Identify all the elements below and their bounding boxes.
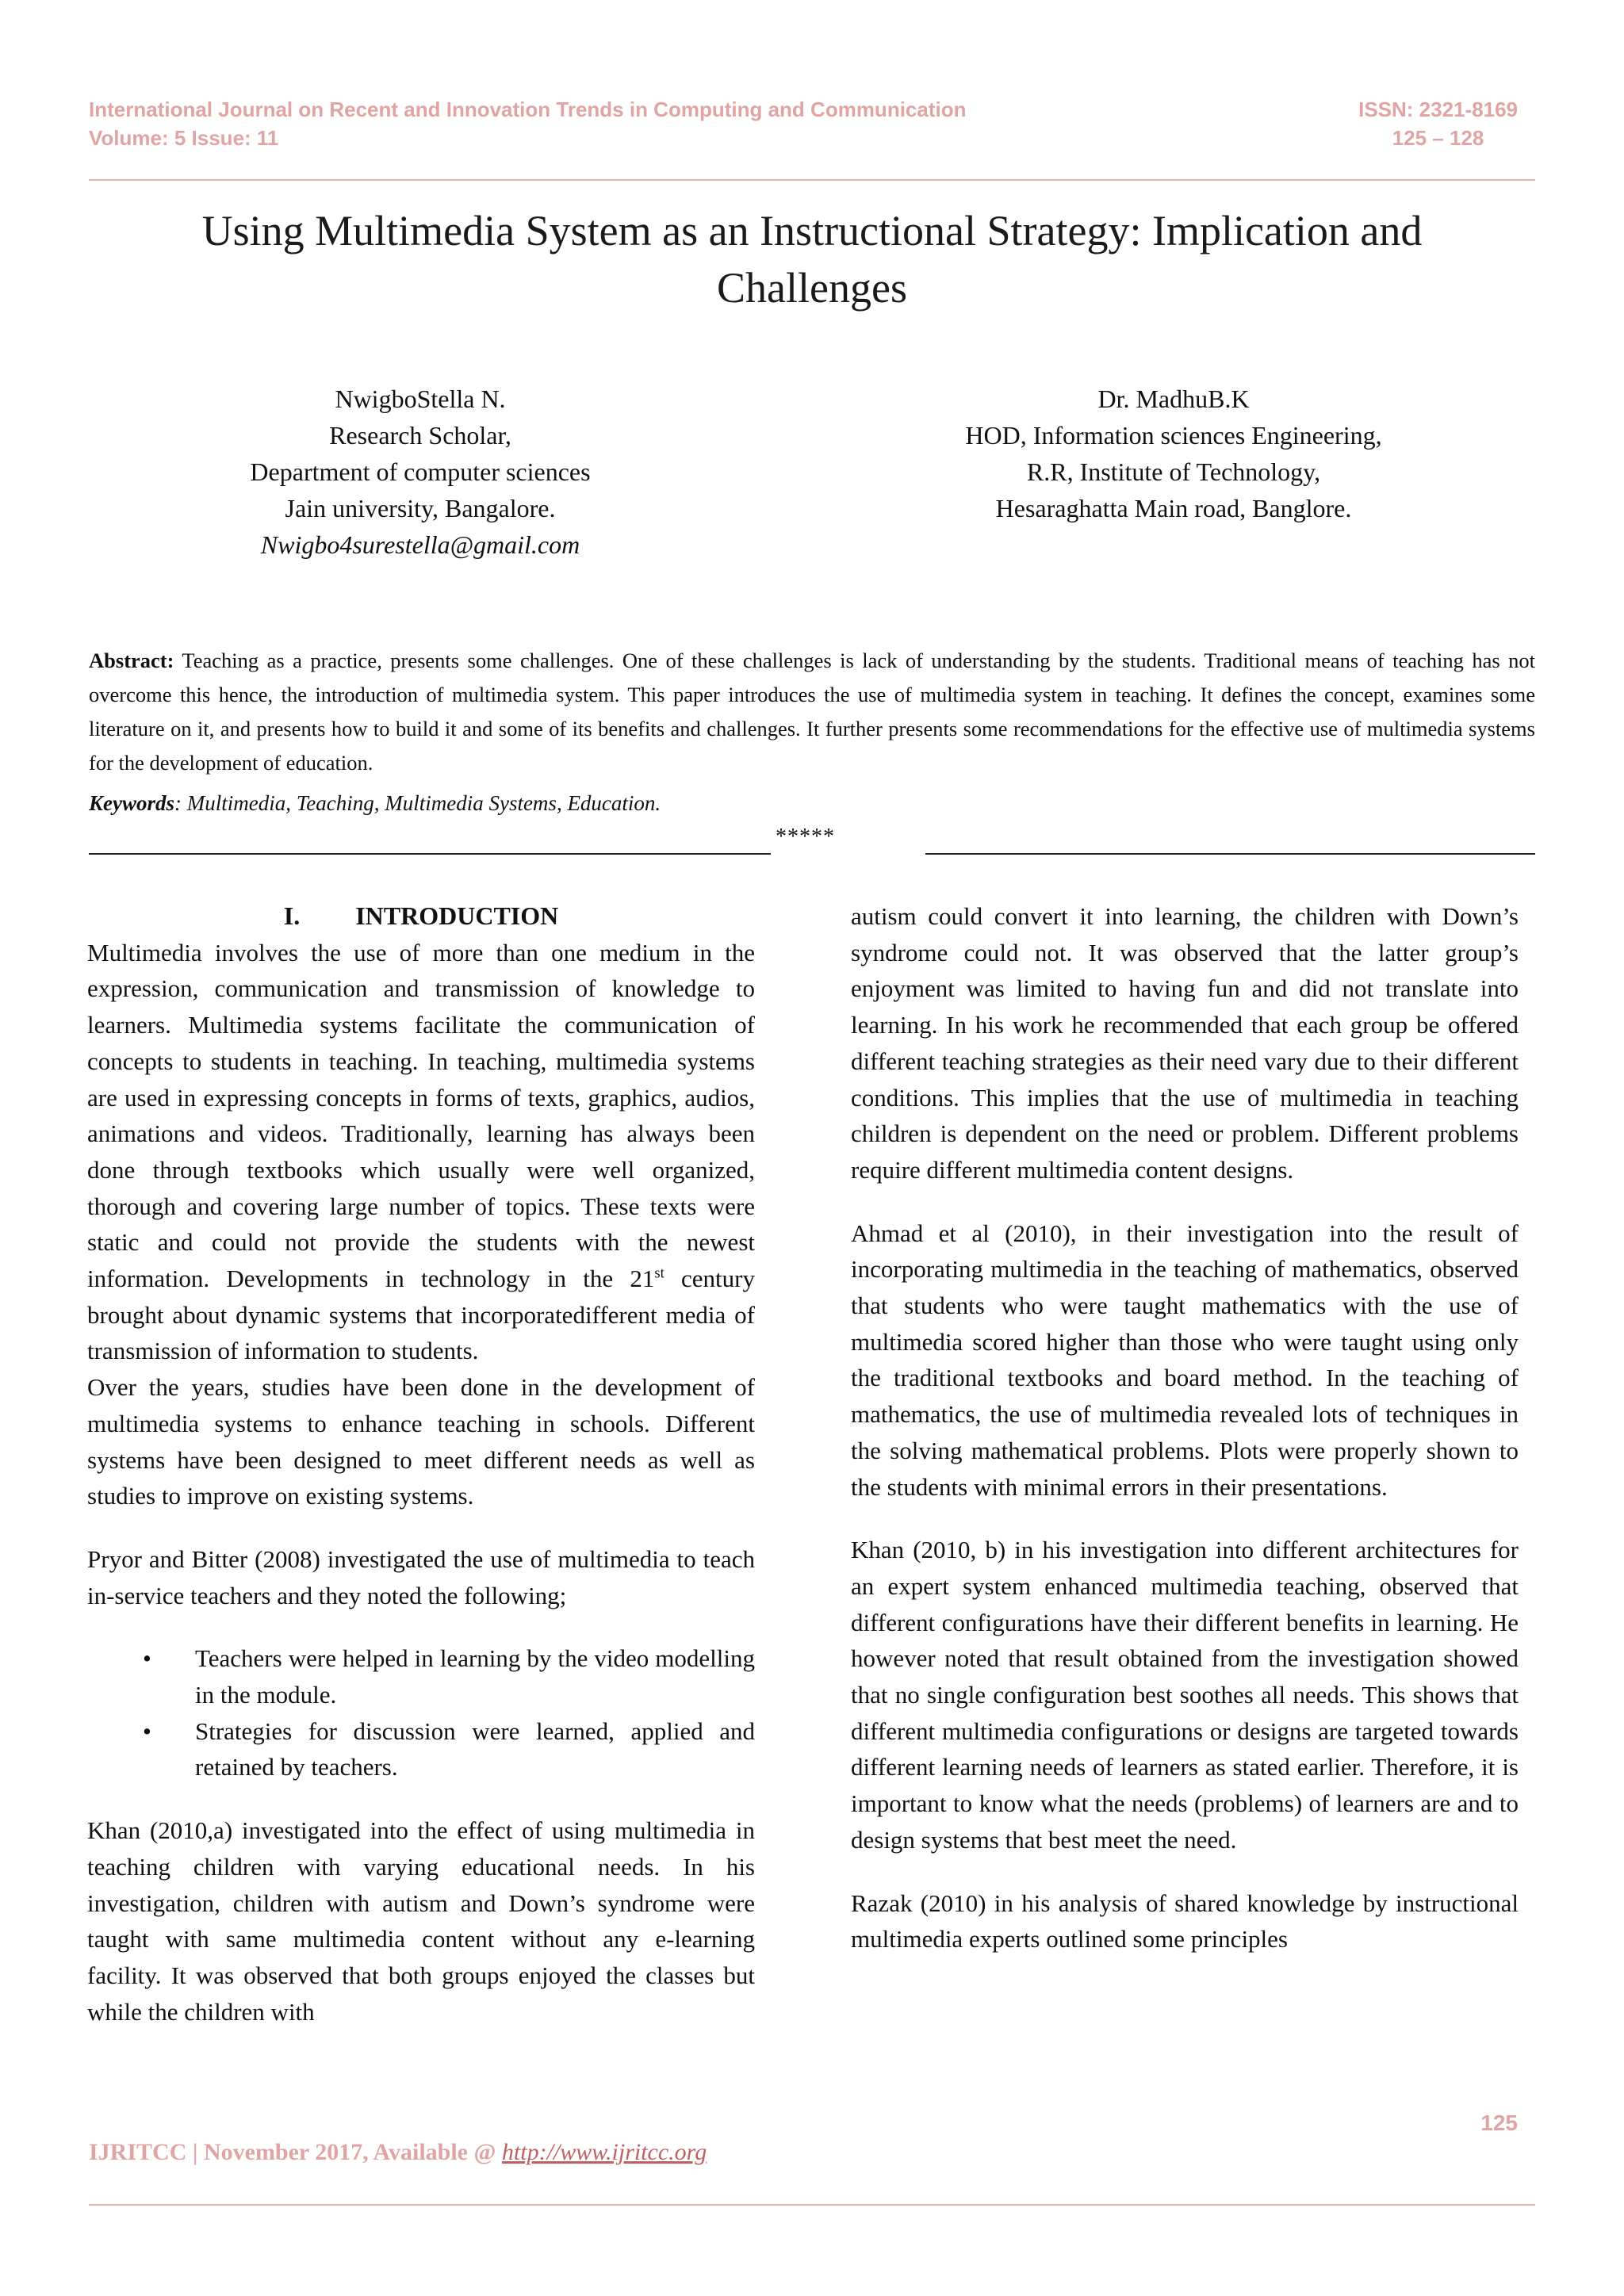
- list-item: • Teachers were helped in learning by the video modelling in the module.: [87, 1640, 755, 1712]
- footer-text: IJRITCC | November 2017, Available @: [89, 2139, 502, 2165]
- journal-issn: ISSN: 2321-8169: [1358, 98, 1518, 121]
- author-2-line: HOD, Information sciences Engineering,: [965, 421, 1382, 450]
- page-number: 125: [1480, 2110, 1518, 2135]
- paragraph: autism could convert it into learning, the children with Down’s syndrome could not. It was observed that the latter group’s enjoyment was limited to having fun and did not translate into learning. In his work he recommended that each group be offered different teaching strategies as their need vary due to their different conditions. This implies that the use of multimedia in teaching children is dependent on the need or problem. Different problems require different multimedia content designs.: [851, 902, 1519, 1184]
- keywords-text: : Multimedia, Teaching, Multimedia Systems, Education.: [174, 791, 661, 815]
- journal-issn-block: [1358, 95, 1518, 152]
- header-rule: [89, 179, 1535, 181]
- author-1: [119, 381, 722, 563]
- journal-name: International Journal on Recent and Innovation Trends in Computing and Communication Volume: 5 Issue: 11: [89, 95, 967, 152]
- author-1-email[interactable]: Nwigbo4surestella@gmail.com: [260, 530, 580, 559]
- journal-volume: Volume: 5 Issue: 11: [89, 126, 279, 150]
- keywords: [89, 791, 661, 816]
- abstract-text: Teaching as a practice, presents some challenges. One of these challenges is lack of understanding by the students. Traditional means of teaching has not overcome this hence, the introduction of multimedia system. This paper introduces the use of multimedia system in teaching. It defines the concept, examines some literature on it, and presents how to build it and some of its benefits and challenges. It further presents some recommendations for the effective use of multimedia systems for the development of education.: [89, 649, 1535, 775]
- section-title: INTRODUCTION: [355, 901, 559, 930]
- bullet-icon: •: [143, 1644, 151, 1673]
- section-heading: [87, 898, 755, 935]
- keywords-label: Keywords: [89, 791, 174, 815]
- abstract-label: Abstract:: [89, 649, 174, 672]
- footer: [89, 2139, 707, 2166]
- footer-link[interactable]: http://www.ijritcc.org: [501, 2139, 707, 2165]
- author-1-line: Department of computer sciences: [250, 457, 591, 486]
- superscript: st: [654, 1265, 665, 1282]
- paragraph: Khan (2010,a) investigated into the effect of using multimedia in teaching children with varying educational needs. In his investigation, children with autism and Down’s syndrome were taught with same multimedia content without any e-learning facility. It was observed that both groups enjoyed the classes but while the children with: [87, 1816, 755, 2026]
- paragraph: Razak (2010) in his analysis of shared knowledge by instructional multimedia experts outlined some principles: [851, 1888, 1519, 1954]
- author-1-line: Jain university, Bangalore.: [285, 494, 556, 522]
- section-separator: [89, 825, 1535, 856]
- right-column: [851, 898, 1519, 1957]
- paragraph: Pryor and Bitter (2008) investigated the use of multimedia to teach in-service teachers and they noted the following;: [87, 1544, 755, 1609]
- left-column: [87, 898, 755, 2030]
- paragraph: Khan (2010, b) in his investigation into different architectures for an expert system enhanced multimedia teaching, observed that different configurations have their different benefits in learning. He however noted that result obtained from the investigation showed that no single configuration best soothes all needs. This shows that different multimedia configurations or designs are targeted towards different learning needs of learners as stated earlier. Therefore, it is important to know what the needs (problems) of learners are and to design systems that best meet the need.: [851, 1536, 1519, 1854]
- author-2-line: R.R, Institute of Technology,: [1026, 457, 1321, 486]
- author-1-line: NwigboStella N.: [335, 385, 506, 413]
- bullet-list: [87, 1640, 755, 1785]
- journal-pages: 125 – 128: [1392, 126, 1484, 150]
- author-2: [872, 381, 1475, 526]
- author-1-line: Research Scholar,: [329, 421, 511, 450]
- paragraph: Over the years, studies have been done in the development of multimedia systems to enhance teaching in schools. Different systems have been designed to meet different needs as well as studies to improve on existing systems.: [87, 1373, 755, 1510]
- footer-rule: [89, 2204, 1535, 2206]
- author-2-line: Dr. MadhuB.K: [1097, 385, 1250, 413]
- abstract: [89, 644, 1535, 780]
- author-2-line: Hesaraghatta Main road, Banglore.: [995, 494, 1352, 522]
- paragraph: Multimedia involves the use of more than one medium in the expression, communication and transmission of knowledge to learners. Multimedia systems facilitate the communication of concepts to students in teaching. In teaching, multimedia systems are used in expressing concepts in forms of texts, graphics, audios, animations and videos. Traditionally, learning has always been done through textbooks which usually were well organized, thorough and covering large number of topics. These texts were static and could not provide the students with the newest information. Developments in technology in the 21st century brought about dynamic systems that incorporatedifferent media of transmission of information to students.: [87, 938, 755, 1365]
- list-item: • Strategies for discussion were learned, applied and retained by teachers.: [87, 1713, 755, 1785]
- paragraph: Ahmad et al (2010), in their investigation into the result of incorporating multimedia in the teaching of mathematics, observed that students who were taught mathematics with the use of multimedia scored higher than those who were taught using only the traditional textbooks and board method. In the teaching of mathematics, the use of multimedia revealed lots of techniques in the solving mathematical problems. Plots were properly shown to the students with minimal errors in their presentations.: [851, 1219, 1519, 1501]
- bullet-icon: •: [143, 1716, 151, 1745]
- separator-stars: *****: [776, 825, 835, 849]
- section-number: I.: [283, 901, 301, 930]
- paper-title: Using Multimedia System as an Instructional Strategy: Implication and Challenges: [201, 207, 1423, 312]
